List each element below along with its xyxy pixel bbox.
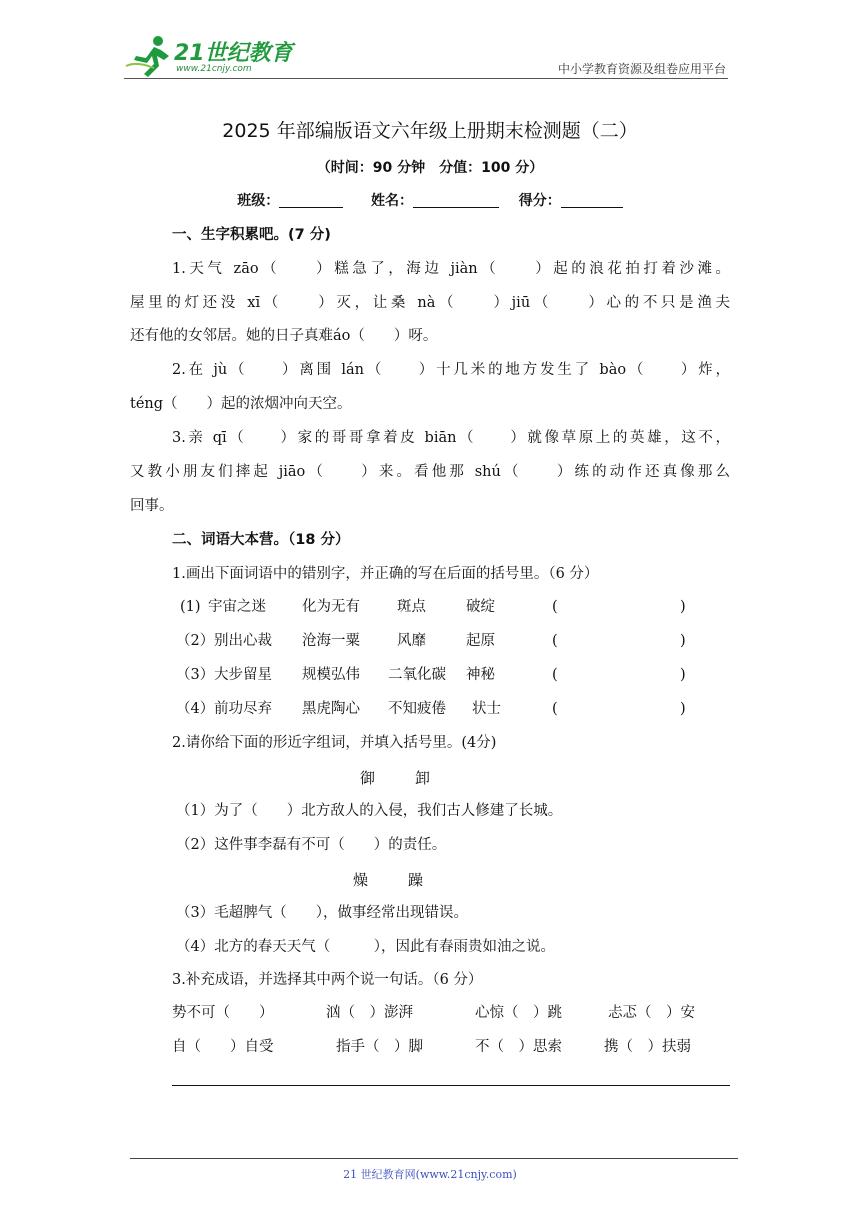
section1-line-3: 还有他的女邻居。她的日子真难áo（ ）呀。 xyxy=(130,328,438,344)
student-info-line xyxy=(0,190,860,210)
score-label: 得分： xyxy=(518,193,561,209)
q2-sentence-3: （3）毛超脾气（ ），做事经常出现错误。 xyxy=(176,905,468,921)
class-blank[interactable] xyxy=(279,193,343,208)
logo xyxy=(124,34,294,78)
section2-q3: 3.补充成语，并选择其中两个说一句话。（6 分） xyxy=(172,972,483,988)
section1-line-4: 2.在 jù（ ）离围 lán（ ）十几米的地方发生了 bào（ ）炸， xyxy=(172,362,730,378)
section1-line-2: 屋里的灯还没 xī（ ）灭，让桑 nà（ ）jiū（ ）心的不只是渔夫 xyxy=(130,295,730,311)
char-pair-2: 燥 躁 xyxy=(353,871,424,889)
section1-line-8: 回事。 xyxy=(130,498,174,514)
class-label: 班级： xyxy=(237,193,280,209)
logo-url: www.21cnjy.com xyxy=(176,64,252,74)
page-header xyxy=(0,0,860,80)
q2-sentence-4: （4）北方的春天天气（ ），因此有春雨贵如油之说。 xyxy=(176,939,555,955)
page-title: 2025 年部编版语文六年级上册期末检测题（二） xyxy=(222,120,638,142)
section1-heading: 一、生字积累吧。(7 分) xyxy=(172,227,331,243)
name-label: 姓名： xyxy=(371,193,413,209)
answer-paren-open: ( xyxy=(552,599,558,615)
char-pair-1: 御 卸 xyxy=(360,769,431,787)
logo-brand: 21世纪教育 xyxy=(174,41,293,66)
section1-line-6: 3.亲 qī（ ）家的哥哥拿着皮 biān（ ）就像草原上的英雄，这不， xyxy=(172,430,730,446)
q2-sentence-1: （1）为了（ ）北方敌人的入侵，我们古人修建了长城。 xyxy=(176,803,563,819)
header-divider xyxy=(124,78,728,79)
section2-heading: 二、词语大本营。（18 分） xyxy=(172,532,350,548)
score-blank[interactable] xyxy=(561,193,623,208)
section2-q2: 2.请你给下面的形近字组词，并填入括号里。(4分) xyxy=(172,735,497,751)
section1-line-5: téng（ ）起的浓烟冲向天空。 xyxy=(130,396,352,412)
footer-divider xyxy=(130,1158,738,1159)
answer-paren-close: ) xyxy=(680,599,686,615)
platform-label: 中小学教育资源及组卷应用平台 xyxy=(557,62,726,76)
section1-line-1: 1.天气 zāo（ ）糕急了，海边 jiàn（ ）起的浪花拍打着沙滩。 xyxy=(172,261,730,277)
name-blank[interactable] xyxy=(413,193,499,208)
section2-q1: 1.画出下面词语中的错别字，并正确的写在后面的括号里。（6 分） xyxy=(172,566,599,582)
q2-sentence-2: （2）这件事李磊有不可（ ）的责任。 xyxy=(176,837,447,853)
section1-line-7: 又教小朋友们摔起 jiāo（ ）来。看他那 shú（ ）练的动作还真像那么 xyxy=(130,464,730,480)
exam-time-score: （时间：90 分钟 分值：100 分） xyxy=(316,160,544,176)
footer-text: 21 世纪教育网(www.21cnjy.com) xyxy=(343,1168,517,1181)
runner-icon xyxy=(124,34,176,78)
sentence-answer-line[interactable] xyxy=(172,1085,730,1086)
